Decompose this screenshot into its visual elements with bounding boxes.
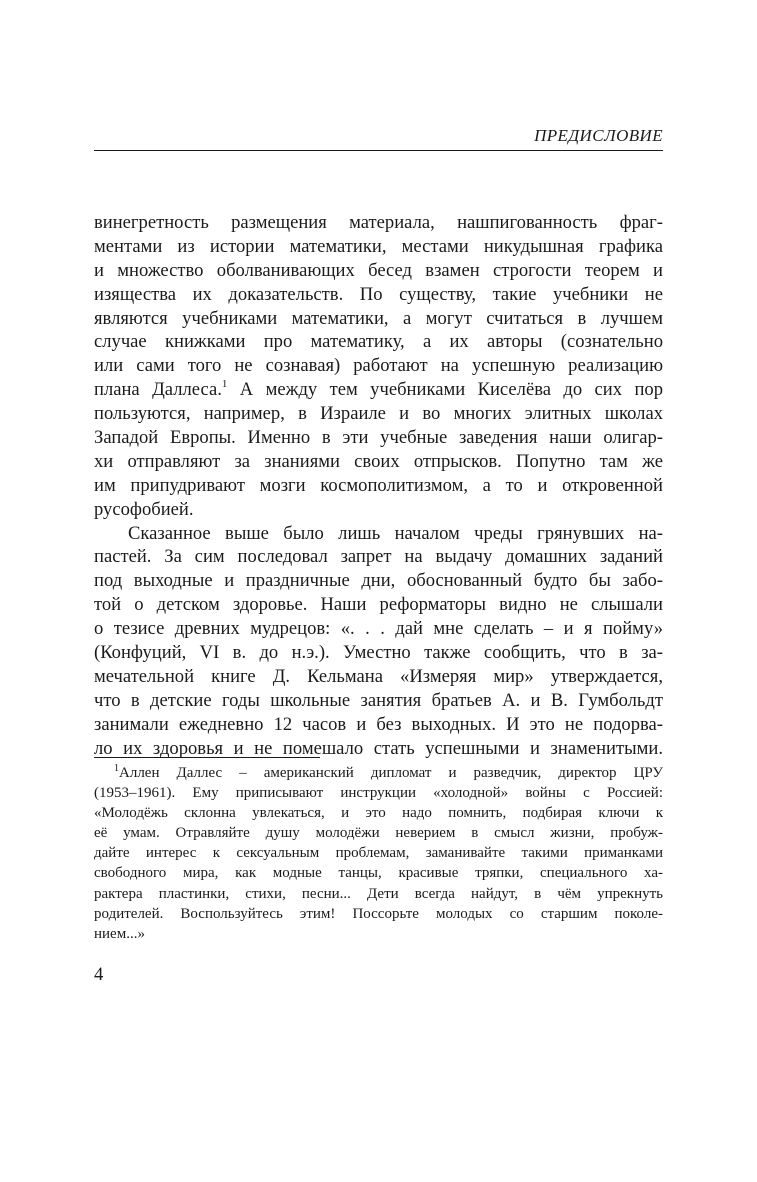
text-line: под выходные и праздничные дни, обоснованный будто бы забо- [94,570,663,592]
text-line: мечательной книге Д. Кельмана «Измеряя мир» утверждается, [94,665,663,687]
header-rule [94,150,663,151]
text-line: винегретность размещения материала, нашпигованность фраг- [94,212,663,233]
footnote-reference[interactable]: 1 [221,378,228,391]
footnote-line: (1953–1961). Ему приписывают инструкции «холодной» войны с Россией: [94,785,663,802]
text-line: случае книжками про математику, а их авторы (сознательно [94,331,663,353]
footnote-line: её умам. Отравляйте душу молодёжи неверием в смысл жизни, пробуж- [94,825,663,842]
paragraph-1 [94,211,663,522]
text-line: являются учебниками математики, а могут считаться в лучшем [94,307,663,329]
book-page [94,0,663,1182]
text-line: той о детском здоровье. Наши реформаторы видно не слышали [94,594,663,616]
text-line-with-footnote-ref [94,378,663,402]
text-line: о тезисе древних мудрецов: «. . . дай мне сделать – и я пойму» [94,618,663,640]
text-fragment: А между тем учебниками Киселёва до сих пор [227,379,664,401]
footnote-line: дайте интерес к сексуальным проблемам, заманивайте такими приманками [94,845,663,862]
text-line: ло их здоровья и не помешало стать успешными и знаменитыми. [94,737,663,759]
footnote-line: свободного мира, как модные танцы, красивые тряпки, специального ха- [94,865,663,882]
text-line: хи отправляют за знаниями своих отпрысков. Попутно там же [94,450,663,472]
footnote-mark: 1 [114,763,119,774]
text-line: Сказанное выше было лишь началом чреды грянувших на- [128,522,663,544]
text-line: пользуются, например, в Израиле и во многих элитных школах [94,403,663,425]
footnote-text: Аллен Даллес – американский дипломат и разведчик, директор ЦРУ [119,765,663,781]
text-line: русофобией. [94,498,194,520]
footnote-line: «Молодёжь склонна увлекаться, и это надо помнить, подбирая ключи к [94,805,663,822]
footnote-line [94,763,663,783]
text-line: Западой Европы. Именно в эти учебные заведения наши олигар- [94,427,663,449]
text-line: (Конфуций, VI в. до н.э.). Уместно также сообщить, что в за- [94,642,663,664]
text-line: ментами из истории математики, местами никудышная графика [94,235,663,257]
paragraph-2 [94,522,663,761]
running-head: ПРЕДИСЛОВИЕ [534,126,663,145]
text-fragment: плана Даллеса. [94,379,222,401]
text-line: и множество оболванивающих бесед взамен строгости теорем и [94,259,663,281]
footnote-line: нием...» [94,925,145,942]
page-number: 4 [94,964,104,985]
footnote-line: родителей. Воспользуйтесь этим! Поссорьте молодых со старшим поколе- [94,905,663,922]
text-line: или сами того не сознавая) работают на успешную реализацию [94,355,663,377]
text-line: изящества их доказательств. По существу, такие учебники не [94,283,663,305]
text-line: им припудривают мозги космополитизмом, а то и откровенной [94,474,663,496]
body-text [94,211,663,760]
text-line: что в детские годы школьные занятия братьев А. и В. Гумбольдт [94,689,663,711]
footnote-line: рактера пластинки, стихи, песни... Дети всегда найдут, в чём упрекнуть [94,885,663,902]
footnote-rule [94,757,320,758]
text-line: занимали ежедневно 12 часов и без выходных. И это не подорва- [94,713,663,735]
footnote [94,763,663,944]
text-line: пастей. За сим последовал запрет на выдачу домашних заданий [94,546,663,568]
